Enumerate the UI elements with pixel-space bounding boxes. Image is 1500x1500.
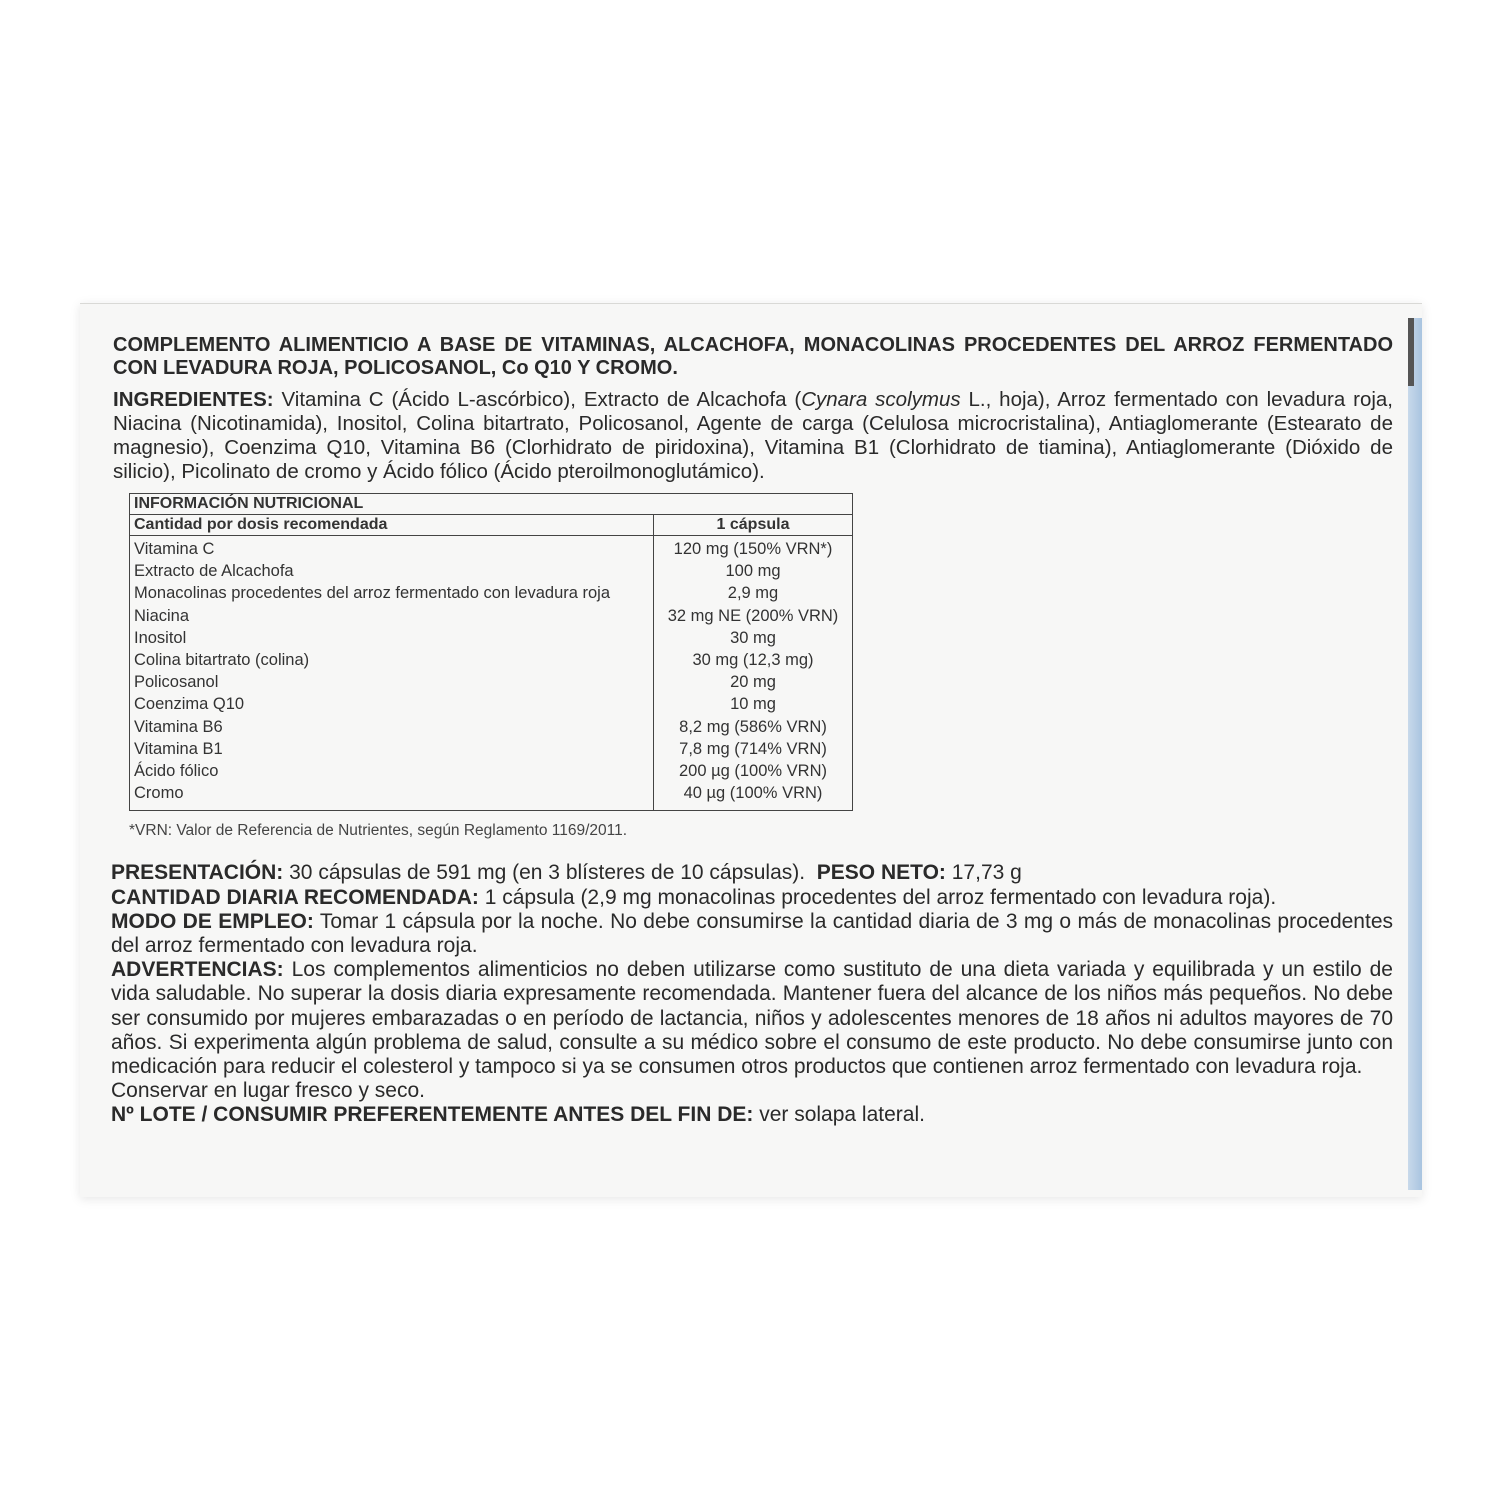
nutrition-row bbox=[130, 605, 853, 627]
usage-paragraph bbox=[111, 910, 1393, 958]
nutrition-row bbox=[130, 649, 853, 671]
presentation-text: 30 cápsulas de 591 mg (en 3 blísteres de 10 cápsulas). bbox=[283, 861, 806, 885]
nutrition-row bbox=[130, 782, 853, 811]
label-content bbox=[111, 334, 1393, 1128]
nutrient-amount: 120 mg (150% VRN*) bbox=[654, 536, 853, 561]
nutrient-name: Coenzima Q10 bbox=[130, 693, 654, 715]
nutrition-row bbox=[130, 671, 853, 693]
nutrition-title: INFORMACIÓN NUTRICIONAL bbox=[130, 494, 853, 515]
nutrient-name: Colina bitartrato (colina) bbox=[130, 649, 654, 671]
nutrient-amount: 200 µg (100% VRN) bbox=[654, 760, 853, 782]
daily-dose-label: CANTIDAD DIARIA RECOMENDADA: bbox=[111, 885, 479, 909]
presentation-label: PRESENTACIÓN: bbox=[111, 861, 284, 885]
nutrient-name: Vitamina B1 bbox=[130, 738, 654, 760]
nutrient-name: Vitamina B6 bbox=[130, 716, 654, 738]
nutrient-name: Vitamina C bbox=[130, 536, 654, 561]
net-weight-value: 17,73 g bbox=[945, 861, 1022, 885]
nutrition-table bbox=[129, 493, 853, 811]
daily-dose-line bbox=[111, 886, 1393, 910]
nutrition-row bbox=[130, 627, 853, 649]
ingredients-label: INGREDIENTES: bbox=[113, 388, 274, 411]
nutrient-name: Cromo bbox=[130, 782, 654, 811]
lot-label: Nº LOTE / CONSUMIR PREFERENTEMENTE ANTES DEL FIN DE: bbox=[111, 1103, 754, 1127]
nutrition-col-capsule-header: 1 cápsula bbox=[654, 515, 853, 536]
storage-line: Conservar en lugar fresco y seco. bbox=[111, 1079, 425, 1103]
usage-label: MODO DE EMPLEO: bbox=[111, 909, 314, 933]
product-heading: COMPLEMENTO ALIMENTICIO A BASE DE VITAMINAS, ALCACHOFA, MONACOLINAS PROCEDENTES DEL ARROZ FERMENTADO CON LEVADURA ROJA, POLICOSANOL, Co Q10 Y CROMO. bbox=[113, 334, 1393, 379]
nutrition-row bbox=[130, 738, 853, 760]
warnings-label: ADVERTENCIAS: bbox=[111, 958, 284, 982]
presentation-line bbox=[111, 861, 1393, 885]
nutrition-row bbox=[130, 760, 853, 782]
ingredients-paragraph bbox=[113, 388, 1393, 484]
nutrient-name: Niacina bbox=[130, 605, 654, 627]
lot-line bbox=[111, 1103, 1393, 1127]
nutrition-row bbox=[130, 716, 853, 738]
nutrient-name: Extracto de Alcachofa bbox=[130, 560, 654, 582]
nutrition-col-amount-header: Cantidad por dosis recomendada bbox=[130, 515, 654, 536]
lot-text: ver solapa lateral. bbox=[753, 1103, 925, 1127]
nutrient-amount: 30 mg (12,3 mg) bbox=[654, 649, 853, 671]
ingredients-latin-name: Cynara scolymus bbox=[801, 388, 961, 411]
usage-section bbox=[111, 861, 1393, 1127]
nutrient-amount: 2,9 mg bbox=[654, 582, 853, 604]
side-edge-dark-band bbox=[1408, 318, 1414, 386]
nutrient-amount: 10 mg bbox=[654, 693, 853, 715]
usage-text: Tomar 1 cápsula por la noche. No debe consumirse la cantidad diaria de 3 mg o más de monacolinas procedentes del arroz fermentado con levadura roja. bbox=[111, 909, 1394, 958]
warnings-text: Los complementos alimenticios no deben utilizarse como sustituto de una dieta variada y equilibrada y un estilo de vida saludable. No superar la dosis diaria expresamente recomendada. Mantener fuera del alcance de los niños más pequeños. No debe ser consumido por mujeres embarazadas o en período de lactancia, niños y adolescentes menores de 18 años ni adultos mayores de 70 años. Si experimenta algún problema de salud, consulte a su médico sobre el consumo de este producto. No debe consumirse junto con medicación para reducir el colesterol y tampoco si ya se consumen otros productos que contienen arroz fermentado con levadura roja. bbox=[111, 958, 1393, 1079]
nutrient-amount: 7,8 mg (714% VRN) bbox=[654, 738, 853, 760]
nutrient-name: Inositol bbox=[130, 627, 654, 649]
nutrient-name: Ácido fólico bbox=[130, 760, 654, 782]
nutrient-amount: 8,2 mg (586% VRN) bbox=[654, 716, 853, 738]
package-side-edge bbox=[1408, 318, 1422, 1190]
nutrition-row bbox=[130, 536, 853, 561]
nutrient-amount: 100 mg bbox=[654, 560, 853, 582]
warnings-paragraph bbox=[111, 958, 1393, 1079]
vrn-footnote: *VRN: Valor de Referencia de Nutrientes, según Reglamento 1169/2011. bbox=[129, 822, 628, 840]
nutrient-amount: 32 mg NE (200% VRN) bbox=[654, 605, 853, 627]
ingredients-text-1: Vitamina C (Ácido L-ascórbico), Extracto de Alcachofa ( bbox=[273, 388, 802, 411]
nutrient-amount: 40 µg (100% VRN) bbox=[654, 782, 853, 811]
nutrition-rows bbox=[130, 536, 853, 811]
daily-dose-text: 1 cápsula (2,9 mg monacolinas procedentes del arroz fermentado con levadura roja). bbox=[478, 885, 1277, 909]
nutrition-row bbox=[130, 582, 853, 604]
nutrient-amount: 20 mg bbox=[654, 671, 853, 693]
nutrient-name: Policosanol bbox=[130, 671, 654, 693]
nutrient-amount: 30 mg bbox=[654, 627, 853, 649]
net-weight-label: PESO NETO: bbox=[816, 861, 946, 885]
nutrition-row bbox=[130, 560, 853, 582]
ingredients-text-2: L., hoja), Arroz fermentado con levadura roja, Niacina (Nicotinamida), Inositol, Colina bitartrato, Policosanol, Agente de carga (Celulosa microcristalina), Antiaglomerante (Estearato de magnesio), Coenzima Q10, Vitamina B6 (Clorhidrato de piridoxina), Vitamina B1 (Clorhidrato de tiamina), Antiaglomerante (Dióxido de silicio), Picolinato de cromo y Ácido fólico (Ácido pteroilmonoglutámico). bbox=[113, 388, 1393, 483]
nutrition-row bbox=[130, 693, 853, 715]
nutrient-name: Monacolinas procedentes del arroz fermentado con levadura roja bbox=[130, 582, 654, 604]
